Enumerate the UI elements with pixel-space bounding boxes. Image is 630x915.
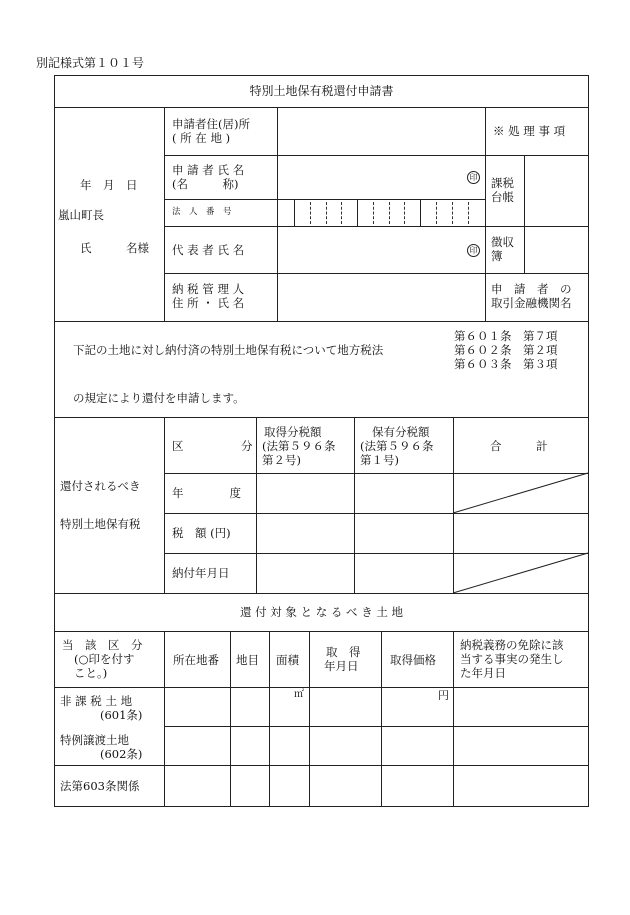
- row-year: 年 度: [172, 486, 241, 500]
- col-category-3: こと。): [74, 666, 108, 680]
- row-special-1: 特例譲渡土地: [60, 733, 129, 747]
- amount-total-field[interactable]: [454, 514, 587, 552]
- name-sama-label: 氏 名様: [80, 241, 149, 255]
- paid-date-acquisition-field[interactable]: [257, 554, 353, 592]
- seal-mark-representative: 印: [467, 244, 480, 257]
- unit-yen: 円: [438, 689, 449, 702]
- tax-manager-label-sub: 住 所 ・ 氏 名: [172, 296, 245, 310]
- row-amount: 税 額 (円): [172, 526, 231, 540]
- tax-manager-field[interactable]: [278, 274, 484, 320]
- year-holding-field[interactable]: [355, 474, 452, 512]
- row-603: 法第603条関係: [60, 779, 140, 793]
- col-total: 合 計: [490, 439, 548, 453]
- statement-article-602: 第６０２条 第２項: [454, 343, 558, 357]
- row-nontax-1: 非 課 税 土 地: [60, 694, 133, 708]
- col-category-2: (○印を付す: [74, 652, 135, 666]
- row-special-2: (602条): [100, 747, 143, 761]
- applicant-name-field[interactable]: [278, 156, 484, 198]
- corp-number-field[interactable]: [295, 200, 484, 225]
- col-acquisition-3: 第２号): [262, 453, 301, 467]
- row-paid-date: 納付年月日: [172, 566, 230, 580]
- col-lot: 所在地番: [173, 653, 219, 667]
- col-category-1: 当 該 区 分: [62, 638, 143, 652]
- statement-article-603: 第６０３条 第３項: [454, 357, 558, 371]
- processing-title: ※ 処 理 事 項: [493, 124, 566, 138]
- land-section-title: 還 付 対 象 と な る べ き 土 地: [239, 605, 404, 619]
- collection-label-2: 簿: [491, 249, 503, 263]
- address-label: 申請者住(居)所: [172, 117, 250, 131]
- col-acquisition-1: 取得分税額: [264, 425, 322, 439]
- land-entry-area[interactable]: [165, 688, 588, 805]
- applicant-name-label-sub: (名 称): [172, 177, 239, 191]
- refund-side-label-2: 特別土地保有税: [60, 517, 141, 531]
- col-exempt-3: た年月日: [460, 666, 506, 680]
- date-label: 年 月 日: [80, 178, 138, 192]
- bank-label-2: 取引金融機関名: [491, 296, 572, 310]
- rep-name-field[interactable]: [278, 227, 484, 272]
- applicant-name-label: 申 請 者 氏 名: [172, 163, 245, 177]
- paid-date-holding-field[interactable]: [355, 554, 452, 592]
- rep-name-label: 代 表 者 氏 名: [172, 243, 245, 257]
- year-acquisition-field[interactable]: [257, 474, 353, 512]
- form-title: 特別土地保有税還付申請書: [249, 84, 394, 98]
- bank-label-1: 申 請 者 の: [491, 282, 572, 296]
- seal-mark-applicant: 印: [467, 171, 480, 184]
- address-field[interactable]: [278, 108, 484, 154]
- col-holding-1: 保有分税額: [372, 425, 430, 439]
- addressee: 嵐山町長: [58, 208, 104, 222]
- col-division: 区 分: [172, 439, 253, 453]
- statement-line-1: 下記の土地に対し納付済の特別土地保有税について地方税法: [73, 343, 384, 357]
- unit-area: ㎡: [294, 689, 304, 700]
- col-acq-date-1: 取 得: [326, 645, 361, 659]
- col-exempt-2: 当する事実の発生し: [460, 652, 564, 666]
- corp-number-label: 法 人 番 号: [172, 207, 232, 217]
- row-nontax-2: (601条): [100, 708, 143, 722]
- statement-article-601: 第６０１条 第７項: [454, 329, 558, 343]
- amount-holding-field[interactable]: [355, 514, 452, 552]
- col-holding-2: (法第５９６条: [360, 439, 434, 453]
- statement-line-2: の規定により還付を申請します。: [73, 391, 245, 405]
- collection-label-1: 徴収: [491, 235, 514, 249]
- col-holding-3: 第１号): [360, 453, 399, 467]
- col-land-type: 地目: [236, 653, 259, 667]
- refund-side-label-1: 還付されるべき: [60, 479, 141, 493]
- col-acquisition-2: (法第５９６条: [262, 439, 336, 453]
- ledger-label-1: 課税: [491, 176, 514, 190]
- ledger-label-2: 台帳: [491, 190, 514, 204]
- tax-manager-label: 納 税 管 理 人: [172, 282, 245, 296]
- address-label-sub: ( 所 在 地 ): [172, 131, 231, 145]
- amount-acquisition-field[interactable]: [257, 514, 353, 552]
- col-acq-date-2: 年月日: [324, 659, 359, 673]
- col-price: 取得価格: [390, 653, 436, 667]
- col-exempt-1: 納税義務の免除に該: [460, 638, 564, 652]
- col-area: 面積: [276, 653, 299, 667]
- form-number: 別記様式第１０１号: [36, 56, 145, 70]
